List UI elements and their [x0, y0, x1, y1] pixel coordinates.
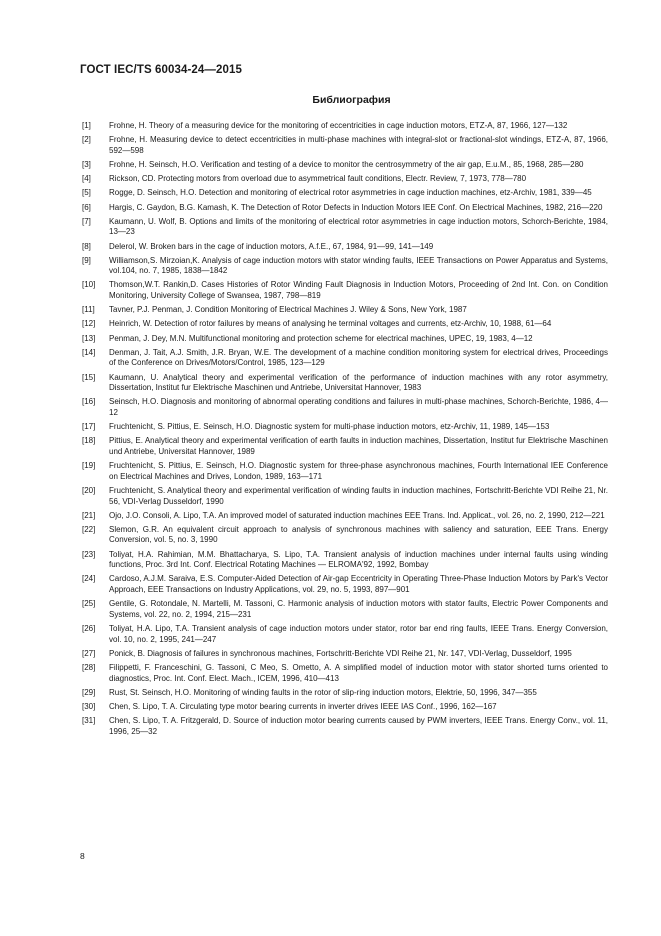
entry-text: Fruchtenicht, S. Analytical theory and experimental verification of winding faults in induction machines, Fortschritt-Berichte VDI Reihe 21, Nr. 56, VDI-Verlag Dusseldorf, 1990 [109, 485, 608, 506]
entry-text: Cardoso, A.J.M. Saraiva, E.S. Computer-Aided Detection of Air-gap Eccentricity in Operating Three-Phase Induction Motors by Park's Vector Approach, EEE Transactions on Industry Applications, vol. 29, no. 5, 1993, 897—901 [109, 574, 608, 595]
bibliography-entry [82, 511, 608, 522]
entry-text: Penman, J. Dey, M.N. Multifunctional monitoring and protection scheme for electrical machines, UPEC, 19, 1983, 4—12 [109, 333, 533, 343]
entry-number: [16] [82, 397, 96, 407]
bibliography-entry [82, 525, 608, 546]
entry-number: [11] [82, 305, 95, 315]
entry-text: Ojo, J.O. Consoli, A. Lipo, T.A. An improved model of saturated induction machines EEE Trans. Ind. Applicat., vol. 26, no. 2, 1990, 212—221 [109, 510, 605, 520]
entry-number: [2] [82, 135, 91, 145]
document-header: ГОСТ IEC/TS 60034-24—2015 [80, 64, 242, 76]
entry-number: [27] [82, 648, 96, 658]
entry-text: Seinsch, H.O. Diagnosis and monitoring of abnormal operating conditions and failures in multi-phase machines, Schorch-Berichte, 1986, 4—12 [109, 397, 608, 417]
entry-text: Toliyat, H.A. Rahimian, M.M. Bhattacharya, S. Lipo, T.A. Transient analysis of induction machines under internal faults using winding functions, Proc. 3rd Int. Conf. Electrical Rotating Machines — ELROMA'92, 1992, Bombay [109, 549, 608, 570]
entry-number: [28] [82, 662, 96, 672]
entry-number: [19] [82, 461, 96, 471]
entry-number: [17] [82, 422, 96, 432]
entry-text: Heinrich, W. Detection of rotor failures by means of analysing he terminal voltages and currents, etz-Archiv, 10, 1988, 61—64 [109, 319, 552, 329]
entry-text: Rickson, CD. Protecting motors from overload due to asymmetrical fault conditions, Electr. Review, 7, 1973, 778—780 [109, 174, 527, 184]
entry-number: [14] [82, 347, 96, 357]
entry-number: [20] [82, 485, 96, 495]
entry-text: Frohne, H. Theory of a measuring device for the monitoring of eccentricities in cage induction motors, ETZ-A, 87, 1966, 127—132 [109, 121, 568, 130]
bibliography-entry [82, 203, 608, 214]
entry-text: Chen, S. Lipo, T. A. Circulating type motor bearing currents in inverter drives IEEE IAS Conf., 1996, 162—167 [109, 701, 497, 711]
entry-number: [10] [82, 280, 96, 290]
entry-text: Williamson,S. Mirzoian,K. Analysis of cage induction motors with stator winding faults, IEEE Transactions on Power Apparatus and Systems, vol.104, no. 7, 1985, 1838—1842 [109, 255, 608, 276]
entry-number: [18] [82, 436, 96, 446]
bibliography-entry [82, 550, 608, 571]
bibliography-entry [82, 121, 608, 132]
entry-text: Kaumann, U. Wolf, B. Options and limits of the monitoring of electrical rotor asymmetries in cage induction motors, Schorch-Berichte, 1984, 13—23 [109, 216, 608, 237]
entry-number: [12] [82, 319, 96, 329]
bibliography-list [82, 121, 608, 741]
entry-text: Rogge, D. Seinsch, H.O. Detection and monitoring of electrical rotor asymmetries in cage induction machines, etz-Archiv, 1981, 339—45 [109, 188, 592, 198]
entry-number: [21] [82, 510, 96, 520]
entry-text: Fruchtenicht, S. Pittius, E. Seinsch, H.O. Diagnostic system for multi-phase induction motors, etz-Archiv, 11, 1989, 145—153 [109, 422, 550, 432]
entry-number: [15] [82, 372, 96, 382]
entry-number: [6] [82, 202, 91, 212]
bibliography-entry [82, 242, 608, 253]
bibliography-entry [82, 486, 608, 507]
bibliography-entry [82, 174, 608, 185]
entry-number: [29] [82, 687, 96, 697]
entry-text: Gentile, G. Rotondale, N. Martelli, M. Tassoni, C. Harmonic analysis of induction motors with stator faults, Electric Power Components and Systems, vol. 22, no. 2, 1994, 215—231 [109, 599, 608, 619]
entry-number: [31] [82, 716, 96, 726]
bibliography-entry [82, 188, 608, 199]
entry-number: [30] [82, 701, 96, 711]
entry-number: [5] [82, 188, 91, 198]
bibliography-entry [82, 305, 608, 316]
entry-text: Denman, J. Tait, A.J. Smith, J.R. Bryan, W.E. The development of a machine condition monitoring system for electrical drives, Proceedings of the Conference on Drives/Motors/Control, 1985, 123—129 [109, 347, 608, 368]
bibliography-entry [82, 436, 608, 457]
entry-text: Kaumann, U. Analytical theory and experimental verification of the performance of induction machines with any rotor asymmetry, Dissertation, Institut fur Elektrische Maschinen und Antriebe, Universitat Hannover, 1983 [109, 372, 608, 393]
entry-number: [23] [82, 549, 96, 559]
bibliography-entry [82, 422, 608, 433]
entry-number: [7] [82, 216, 91, 226]
entry-text: Rust, St. Seinsch, H.O. Monitoring of winding faults in the rotor of slip-ring induction motors, Elektrie, 50, 1996, 347—355 [109, 687, 537, 697]
entry-number: [4] [82, 174, 91, 184]
entry-number: [24] [82, 574, 96, 584]
entry-text: Fruchtenicht, S. Pittius, E. Seinsch, H.O. Diagnostic system for three-phase asynchronous machines, Fourth International IEE Conference on Electrical Machines and Drives, London, 1989, 163—171 [109, 461, 608, 481]
entry-text: Delerol, W. Broken bars in the cage of induction motors, A.f.E., 67, 1984, 91—99, 141—149 [109, 241, 434, 251]
bibliography-entry [82, 624, 608, 645]
bibliography-entry [82, 256, 608, 277]
entry-number: [26] [82, 624, 96, 633]
bibliography-entry [82, 160, 608, 171]
entry-text: Toliyat, H.A. Lipo, T.A. Transient analysis of cage induction motors under stator, rotor bar end ring faults, IEEE Trans. Energy Conversion, vol. 10, no. 2, 1995, 241—247 [109, 624, 608, 644]
bibliography-entry [82, 663, 608, 684]
bibliography-entry [82, 319, 608, 330]
bibliography-entry [82, 574, 608, 595]
entry-number: [25] [82, 599, 96, 609]
entry-number: [1] [82, 121, 91, 130]
entry-number: [8] [82, 241, 91, 251]
bibliography-entry [82, 397, 608, 418]
entry-text: Frohne, H. Seinsch, H.O. Verification and testing of a device to monitor the centrosymmetry of the air gap, E.u.M., 85, 1968, 285—280 [109, 159, 584, 169]
bibliography-entry [82, 688, 608, 699]
section-title: Библиография [312, 94, 391, 106]
entry-number: [13] [82, 333, 96, 343]
bibliography-entry [82, 702, 608, 713]
entry-text: Thomson,W.T. Rankin,D. Cases Histories of Rotor Winding Fault Diagnosis in Induction Motors, Proceeding of 2nd Int. Con. on Condition Monitoring, University College of Swansea, 1987, 798—819 [109, 280, 608, 301]
entry-text: Filippetti, F. Franceschini, G. Tassoni, C Meo, S. Ometto, A. A simplified model of induction motor with stator shorted turns oriented to diagnostics, Proc. Int. Conf. Elect. Mach., ICEM, 1996, 410—413 [109, 662, 608, 683]
entry-number: [22] [82, 524, 96, 534]
bibliography-entry [82, 649, 608, 660]
bibliography-entry [82, 334, 608, 345]
bibliography-entry [82, 135, 608, 156]
entry-text: Chen, S. Lipo, T. A. Fritzgerald, D. Source of induction motor bearing currents caused by PWM inverters, IEEE Trans. Energy Conv., vol. 11, 1996, 25—32 [109, 716, 608, 736]
entry-text: Pittius, E. Analytical theory and experimental verification of earth faults in induction machines, Dissertation, Institut fur Elektrische Maschinen und Antriebe, Universitat Hannover, 1989 [109, 436, 608, 456]
entry-number: [9] [82, 255, 91, 265]
bibliography-entry [82, 280, 608, 301]
bibliography-entry [82, 373, 608, 394]
entry-text: Slemon, G.R. An equivalent circuit approach to analysis of synchronous machines with saliency and saturation, EEE Trans. Energy Conversion, vol. 5, no. 3, 1990 [109, 524, 608, 545]
page-number: 8 [80, 851, 85, 861]
entry-text: Hargis, C. Gaydon, B.G. Kamash, K. The Detection of Rotor Defects in Induction Motors IEE Conf. On Electrical Machines, 1982, 216—220 [109, 202, 603, 212]
entry-text: Ponick, B. Diagnosis of failures in synchronous machines, Fortschritt-Berichte VDI Reihe 21, Nr. 147, VDI-Verlag, Dusseldorf, 1995 [109, 648, 572, 658]
entry-text: Tavner, P.J. Penman, J. Condition Monitoring of Electrical Machines J. Wiley & Sons, New York, 1987 [109, 305, 467, 315]
bibliography-entry [82, 461, 608, 482]
entry-number: [3] [82, 159, 91, 169]
bibliography-entry [82, 348, 608, 369]
bibliography-entry [82, 217, 608, 238]
bibliography-entry [82, 716, 608, 737]
entry-text: Frohne, H. Measuring device to detect eccentricities in multi-phase machines with integral-slot or fractional-slot windings, ETZ-A, 87, 1966, 592—598 [109, 135, 608, 155]
bibliography-entry [82, 599, 608, 620]
